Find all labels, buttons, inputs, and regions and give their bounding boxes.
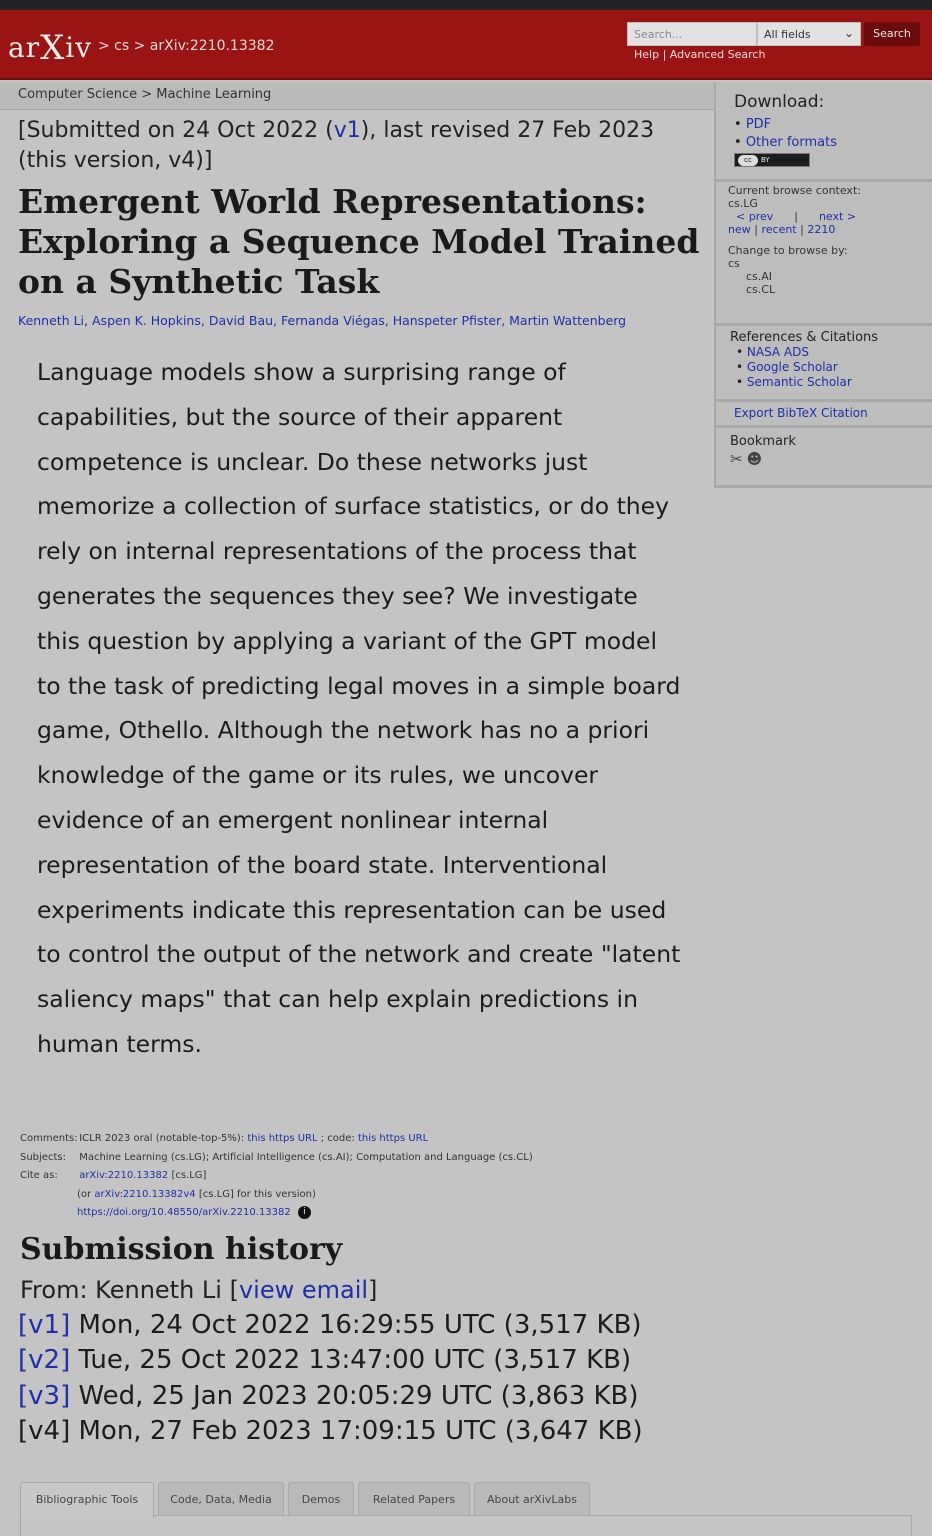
references-list <box>730 345 920 390</box>
version-row <box>18 1308 643 1343</box>
help-links <box>634 48 765 61</box>
search-field-value: All fields <box>764 28 811 41</box>
tab-related-papers[interactable]: Related Papers <box>358 1482 470 1516</box>
info-icon[interactable]: i <box>298 1206 311 1219</box>
tab-panel <box>20 1515 912 1536</box>
from-prefix: From: Kenneth Li [ <box>20 1276 239 1304</box>
browse-section <box>716 182 932 326</box>
breadcrumb: Computer Science > Machine Learning <box>0 82 714 110</box>
comments-mid: ; code: <box>320 1133 355 1144</box>
site-header <box>0 10 932 80</box>
logo-text-left: ar <box>8 31 41 64</box>
header-breadcrumb[interactable]: > cs > arXiv:2210.13382 <box>98 38 275 54</box>
tab-code-data-media[interactable]: Code, Data, Media <box>158 1482 284 1516</box>
subjects-row <box>20 1149 710 1168</box>
version-current: [v4] <box>18 1415 71 1446</box>
from-suffix: ] <box>368 1276 378 1304</box>
logo-text-right: iv <box>65 31 93 64</box>
comments-link[interactable]: this https URL <box>247 1133 318 1144</box>
subjects-text: Machine Learning (cs.LG); Artificial Intelligence (cs.AI); Computation and Language (cs.CL) <box>79 1151 533 1163</box>
browse-cs-link[interactable]: cs <box>728 257 740 270</box>
nav-separator: | <box>794 210 798 223</box>
tab-bibliographic-tools[interactable]: Bibliographic Tools <box>20 1482 154 1518</box>
subjects-label: Subjects: <box>20 1151 66 1163</box>
version-row <box>18 1379 643 1414</box>
submission-history-title: Submission history <box>20 1232 343 1267</box>
cite-version-row <box>20 1186 710 1205</box>
new-link[interactable]: new <box>728 223 751 236</box>
submitter <box>20 1276 377 1304</box>
browse-csai-link[interactable]: cs.AI <box>746 270 773 283</box>
cite-or-suffix: [cs.LG] for this version) <box>198 1188 316 1200</box>
nav-separator: | <box>800 223 804 236</box>
prev-next <box>728 210 922 223</box>
version-row <box>18 1414 643 1449</box>
version-date: Tue, 25 Oct 2022 13:47:00 UTC (3,517 KB) <box>70 1345 632 1376</box>
metadata-table <box>20 1130 710 1223</box>
nasa-ads-link[interactable]: NASA ADS <box>746 345 810 359</box>
doi-row <box>20 1204 710 1223</box>
cc-label: cc <box>738 155 758 166</box>
tab-demos[interactable]: Demos <box>288 1482 354 1516</box>
change-browse-label: Change to browse by: <box>728 244 848 257</box>
pdf-link[interactable]: PDF <box>745 117 772 132</box>
cite-label: Cite as: <box>20 1170 58 1181</box>
top-strip <box>0 0 932 10</box>
tab-about-arxivlabs[interactable]: About arXivLabs <box>474 1482 590 1516</box>
doi-link[interactable]: https://doi.org/10.48550/arXiv.2210.13382 <box>77 1207 291 1218</box>
search-field-select[interactable] <box>757 22 861 46</box>
listing-links <box>728 223 922 236</box>
version-list <box>18 1308 643 1449</box>
submitted-prefix: [Submitted on 24 Oct 2022 ( <box>18 118 334 143</box>
cite-row <box>20 1167 710 1186</box>
submitted-suffix: ), last revised 27 Feb 2023 (this version, v4)] <box>18 118 655 173</box>
version-date: Mon, 24 Oct 2022 16:29:55 UTC (3,517 KB) <box>70 1310 642 1340</box>
version-link[interactable]: [v1] <box>18 1310 71 1340</box>
download-list <box>734 116 916 152</box>
browse-context-label: Current browse context: <box>728 184 861 197</box>
browse-context: cs.LG <box>728 197 758 210</box>
version-date: Wed, 25 Jan 2023 20:05:29 UTC (3,863 KB) <box>70 1380 639 1411</box>
comments-label: Comments: <box>20 1133 78 1144</box>
export-bibtex-link[interactable]: Export BibTeX Citation <box>734 406 868 420</box>
logo-x: X <box>40 28 66 68</box>
comments-text: ICLR 2023 oral (notable-top-5%): <box>79 1133 245 1144</box>
browse-cscl-link[interactable]: cs.CL <box>746 283 776 296</box>
cite-or-prefix: (or <box>77 1188 92 1200</box>
by-label: BY <box>761 156 770 164</box>
chevron-down-icon: ⌄ <box>843 26 854 40</box>
version-link[interactable]: [v3] <box>18 1380 71 1411</box>
recent-link[interactable]: recent <box>761 223 797 236</box>
help-separator: | <box>662 48 667 61</box>
next-link[interactable]: next > <box>818 210 857 223</box>
comments-row <box>20 1130 710 1149</box>
license-badge[interactable] <box>734 153 810 167</box>
version-date: Mon, 27 Feb 2023 17:09:15 UTC (3,647 KB) <box>70 1415 643 1446</box>
submission-dates <box>18 116 708 176</box>
arxivlabs-tabs <box>20 1482 912 1536</box>
download-title: Download: <box>734 92 825 112</box>
author-link[interactable]: Martin Wattenberg <box>509 313 627 328</box>
view-email-link[interactable]: view email <box>238 1276 369 1304</box>
help-link[interactable]: Help <box>634 48 660 61</box>
bookmark-section <box>716 428 932 484</box>
author-link[interactable]: Fernanda Viégas <box>281 313 385 328</box>
authors-list: Kenneth Li, Aspen K. Hopkins, David Bau, Fernanda Viégas, Hanspeter Pfister, Martin Wattenberg <box>18 313 627 328</box>
author-link[interactable]: Aspen K. Hopkins <box>92 313 201 328</box>
bibsonomy-icon[interactable]: ✂ <box>730 450 743 468</box>
references-title: References & Citations <box>730 330 879 345</box>
author-link[interactable]: David Bau <box>208 313 274 328</box>
prev-link[interactable]: < prev <box>736 210 774 223</box>
download-section <box>716 82 932 182</box>
author-link[interactable]: Hanspeter Pfister <box>392 313 502 328</box>
search-input[interactable]: Search... <box>627 22 757 46</box>
version-link[interactable]: [v2] <box>18 1345 71 1376</box>
semantic-scholar-link[interactable]: Semantic Scholar <box>746 375 852 389</box>
arxiv-logo[interactable] <box>8 26 92 66</box>
month-link[interactable]: 2210 <box>807 223 836 236</box>
other-formats-link[interactable]: Other formats <box>745 135 838 150</box>
export-section <box>716 402 932 428</box>
sidebar <box>714 82 932 488</box>
cite-tag: [cs.LG] <box>171 1170 207 1181</box>
reddit-icon[interactable]: ☻ <box>746 450 763 468</box>
v1-link[interactable]: v1 <box>333 118 361 143</box>
version-row <box>18 1343 643 1378</box>
paper-title: Emergent World Representations: Exploring a Sequence Model Trained on a Synthetic Task <box>18 182 700 301</box>
abstract: Language models show a surprising range of capabilities, but the source of their apparent competence is unclear. Do these networks just memorize a collection of surface statistics, or do they rely on internal representations of the process that generates the sequences they see? We investigate this question by applying a variant of the GPT model to the task of predicting legal moves in a simple board game, Othello. Although the network has no a priori knowledge of the game or its rules, we uncover evidence of an emergent nonlinear internal representation of the board state. Interventional experiments indicate this representation can be used to control the output of the network and create "latent saliency maps" that can help explain predictions in human terms. <box>37 358 681 1058</box>
search-button[interactable]: Search <box>864 22 920 46</box>
advanced-search-link[interactable]: Advanced Search <box>669 48 766 61</box>
references-section <box>716 326 932 402</box>
cite-link[interactable]: arXiv:2210.13382 <box>79 1170 169 1181</box>
nav-separator: | <box>754 223 758 236</box>
code-link[interactable]: this https URL <box>357 1133 429 1144</box>
google-scholar-link[interactable]: Google Scholar <box>746 360 838 374</box>
cite-version-link[interactable]: arXiv:2210.13382v4 <box>94 1188 196 1200</box>
bookmark-title: Bookmark <box>730 434 796 449</box>
author-link[interactable]: Kenneth Li <box>18 313 85 328</box>
